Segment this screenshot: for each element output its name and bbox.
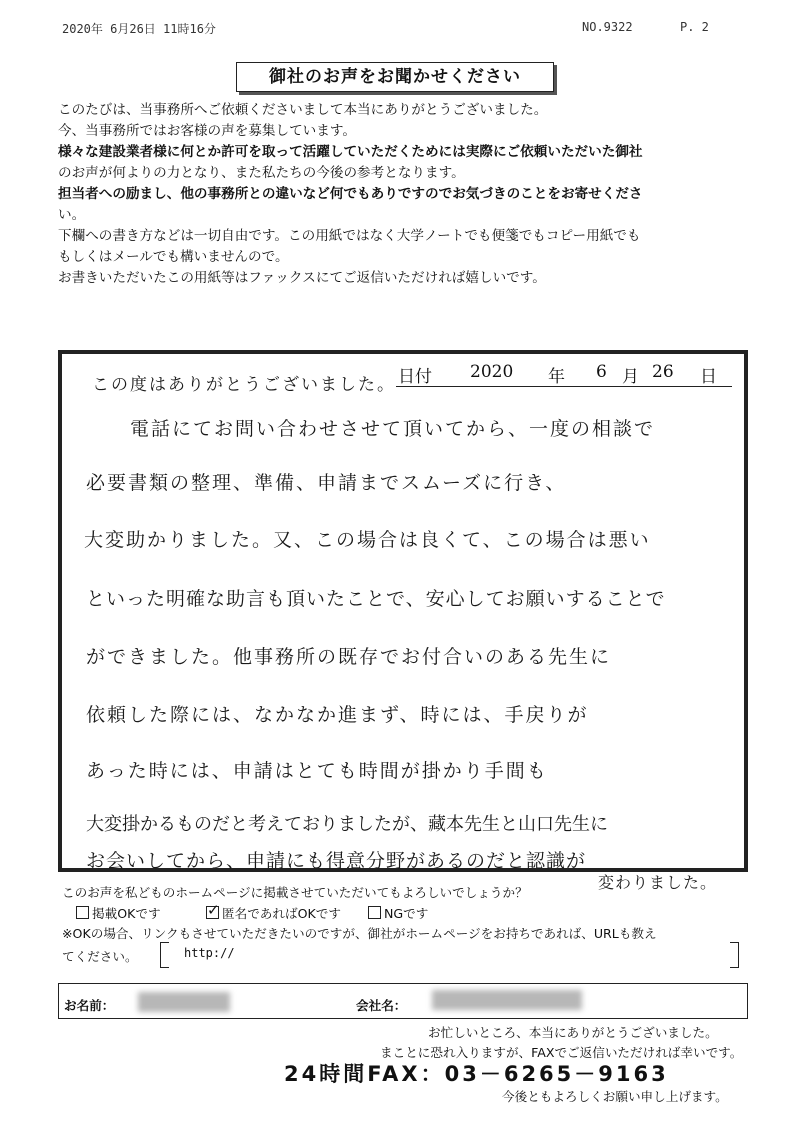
date-day-unit: 日 — [700, 367, 717, 387]
option-publish-ok[interactable] — [76, 903, 161, 922]
date-month-unit: 月 — [622, 367, 639, 387]
fax-number-line: 24時間FAX：03－6265－9163 — [284, 1062, 669, 1086]
name-label: お名前： — [64, 998, 115, 1013]
handwritten-line-9: 大変掛かるものだと考えておりましたが、藏本先生と山口先生に — [86, 814, 608, 835]
url-note-line-1: ※OKの場合、リンクもさせていただきたいのですが、御社がホームページをお持ちであれば、URLも教え — [62, 926, 657, 941]
url-field[interactable]: http:// — [184, 946, 235, 960]
fax-number: NO.9322 — [582, 20, 633, 34]
fax-page: P. 2 — [680, 20, 709, 34]
option-label: NGです — [384, 906, 429, 921]
closing-text: 今後ともよろしくお願い申し上げます。 — [502, 1089, 728, 1104]
intro-line-6: い。 — [58, 207, 86, 223]
handwritten-line-3: 必要書類の整理、準備、申請までスムーズに行き、 — [86, 472, 567, 494]
handwritten-line-7: 依頼した際には、なかなか進まず、時には、手戻りが — [86, 704, 589, 726]
option-label: 匿名であればOKです — [222, 906, 341, 921]
handwritten-line-6: ができました。他事務所の既存でお付合いのある先生に — [86, 646, 612, 668]
fax-datetime: 2020年 6月26日 11時16分 — [62, 22, 216, 36]
checked-checkbox-icon[interactable] — [206, 906, 219, 919]
option-ng[interactable] — [368, 903, 428, 922]
fax-request-text: まことに恐れ入りますが、FAXでご返信いただければ幸いです。 — [380, 1045, 743, 1060]
date-label: 日付 — [398, 367, 432, 387]
checkbox-icon[interactable] — [76, 906, 89, 919]
handwritten-line-5: といった明確な助言も頂いたことで、安心してお願いすることで — [86, 588, 666, 610]
intro-line-3: 様々な建設業者様に何とか許可を取って活躍していただくためには実際にご依頼いただいた御社 — [58, 144, 643, 160]
url-bracket-right — [730, 942, 739, 968]
option-anonymous-ok[interactable] — [206, 903, 341, 922]
option-label: 掲載OKです — [92, 906, 161, 921]
url-note-line-2: てください。 — [62, 949, 138, 964]
date-day: 26 — [652, 362, 674, 382]
intro-line-8: もしくはメールでも構いませんので。 — [58, 249, 289, 265]
intro-line-1: このたびは、当事務所へご依頼くださいまして本当にありがとうございました。 — [58, 102, 548, 118]
checkbox-icon[interactable] — [368, 906, 381, 919]
handwritten-line-4: 大変助かりました。又、この場合は良くて、この場合は悪い — [84, 529, 651, 551]
handwritten-line-1: この度はありがとうございました。 — [92, 375, 396, 395]
handwritten-line-8: あった時には、申請はとても時間が掛かり手間も — [86, 760, 548, 782]
url-bracket-left — [160, 942, 169, 968]
name-redacted — [138, 992, 230, 1012]
intro-line-4: のお声が何よりの力となり、また私たちの今後の参考となります。 — [58, 165, 465, 181]
date-month: 6 — [596, 362, 607, 382]
intro-line-9: お書きいただいたこの用紙等はファックスにてご返信いただければ嬉しいです。 — [58, 270, 546, 286]
thanks-text: お忙しいところ、本当にありがとうございました。 — [428, 1025, 718, 1040]
intro-line-7: 下欄への書き方などは一切自由です。この用紙ではなく大学ノートでも便箋でもコピー用紙でも — [58, 228, 641, 244]
company-label: 会社名： — [356, 998, 407, 1013]
publish-question: このお声を私どものホームページに掲載させていただいてもよろしいでしょうか？ — [62, 885, 528, 900]
date-year: 2020 — [470, 362, 514, 382]
date-year-unit: 年 — [548, 367, 565, 387]
date-underline — [396, 386, 732, 387]
handwritten-line-10: お会いしてから、申請にも得意分野があるのだと認識が — [86, 850, 587, 872]
handwritten-line-2: 電話にてお問い合わせさせて頂いてから、一度の相談で — [130, 418, 656, 440]
intro-line-5: 担当者への励まし、他の事務所との違いなど何でもありですのでお気づきのことをお寄せくださ — [58, 186, 643, 202]
form-title: 御社のお声をお聞かせください — [236, 62, 554, 92]
intro-line-2: 今、当事務所ではお客様の声を募集しています。 — [58, 123, 356, 139]
company-redacted — [432, 990, 582, 1010]
handwritten-line-11: 変わりました。 — [598, 873, 718, 892]
